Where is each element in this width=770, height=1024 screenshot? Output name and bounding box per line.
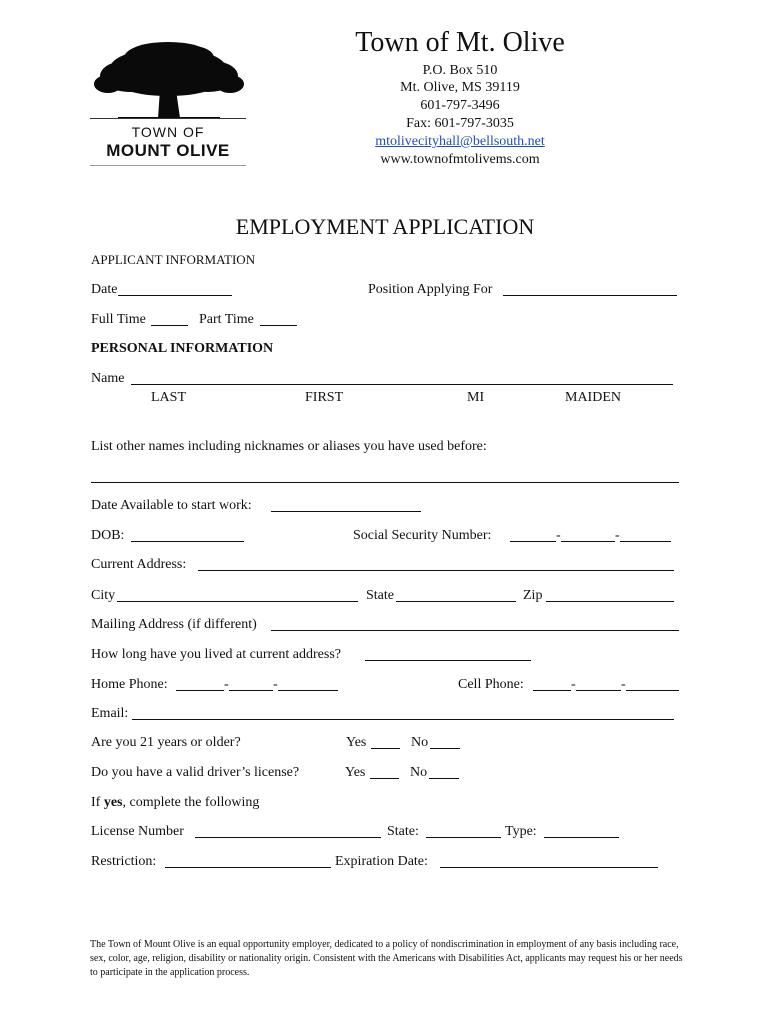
- restriction-label: Restriction:: [91, 854, 157, 869]
- part-time-field[interactable]: [260, 325, 297, 326]
- current-address-label: Current Address:: [91, 557, 187, 572]
- part-time-label: Part Time: [199, 312, 254, 327]
- ssn-field-1[interactable]: [510, 541, 556, 542]
- city-field[interactable]: [117, 601, 358, 602]
- restriction-field[interactable]: [165, 867, 331, 868]
- home-phone-dash-2: -: [273, 677, 278, 692]
- address-phone: 601-797-3496: [420, 98, 500, 113]
- email-link[interactable]: mtolivecityhall@bellsouth.net: [375, 134, 545, 149]
- if-yes-bold-text: yes: [103, 795, 123, 810]
- name-part-last: LAST: [151, 390, 186, 405]
- home-phone-field-1[interactable]: [176, 690, 224, 691]
- date-label: Date: [91, 282, 118, 297]
- if-yes-instruction: [91, 795, 259, 811]
- logo-text-mount-olive: MOUNT OLIVE: [106, 141, 230, 160]
- home-phone-field-3[interactable]: [278, 690, 338, 691]
- cell-phone-dash-2: -: [621, 677, 626, 692]
- if-text: If: [91, 795, 101, 810]
- license-yes-label: Yes: [345, 765, 366, 780]
- mailing-address-field[interactable]: [271, 630, 679, 631]
- logo-divider-top: [90, 118, 246, 119]
- city-label: City: [91, 588, 116, 603]
- section-applicant-information: APPLICANT INFORMATION: [91, 252, 256, 267]
- age-no-field[interactable]: [430, 748, 460, 749]
- full-time-label: Full Time: [91, 312, 146, 327]
- license-no-field[interactable]: [429, 778, 459, 779]
- ssn-dash-2: -: [615, 528, 620, 543]
- email-link-wrap: [300, 133, 620, 150]
- section-personal-information: PERSONAL INFORMATION: [91, 341, 274, 356]
- dob-field[interactable]: [131, 541, 244, 542]
- state-field[interactable]: [396, 601, 516, 602]
- address-city: Mt. Olive, MS 39119: [400, 80, 520, 95]
- address-po-box: P.O. Box 510: [422, 63, 498, 78]
- email-label: Email:: [91, 706, 129, 721]
- how-long-label: How long have you lived at current address?: [91, 647, 341, 662]
- expiration-field[interactable]: [440, 867, 658, 868]
- zip-field[interactable]: [546, 601, 674, 602]
- how-long-field[interactable]: [365, 660, 531, 661]
- position-label: Position Applying For: [368, 282, 493, 297]
- position-field[interactable]: [503, 295, 677, 296]
- oak-tree-icon: [88, 40, 250, 120]
- form-title: EMPLOYMENT APPLICATION: [235, 214, 535, 239]
- age-question: Are you 21 years or older?: [91, 735, 241, 750]
- license-number-label: License Number: [91, 824, 184, 839]
- license-state-field[interactable]: [426, 837, 501, 838]
- cell-phone-field-2[interactable]: [576, 690, 621, 691]
- mailing-address-label: Mailing Address (if different): [91, 617, 257, 632]
- cell-phone-field-1[interactable]: [533, 690, 571, 691]
- age-no-label: No: [411, 735, 429, 750]
- full-time-field[interactable]: [151, 325, 188, 326]
- logo-divider-bottom: [90, 165, 246, 166]
- other-names-field[interactable]: [91, 482, 679, 483]
- logo-text-town-of: TOWN OF: [131, 124, 205, 140]
- home-phone-dash-1: -: [224, 677, 229, 692]
- ssn-field-3[interactable]: [620, 541, 671, 542]
- age-yes-label: Yes: [346, 735, 367, 750]
- license-type-label: Type:: [505, 824, 537, 839]
- license-type-field[interactable]: [544, 837, 619, 838]
- state-label: State: [366, 588, 394, 603]
- license-no-label: No: [410, 765, 428, 780]
- license-number-field[interactable]: [195, 837, 381, 838]
- website-text: www.townofmtolivems.com: [380, 152, 540, 167]
- ssn-field-2[interactable]: [561, 541, 615, 542]
- if-rest-text: , complete the following: [122, 795, 260, 810]
- home-phone-label: Home Phone:: [91, 677, 168, 692]
- name-field[interactable]: [131, 384, 673, 385]
- name-part-maiden: MAIDEN: [565, 390, 621, 405]
- address-fax: Fax: 601-797-3035: [406, 116, 514, 131]
- home-phone-field-2[interactable]: [229, 690, 273, 691]
- email-field[interactable]: [132, 719, 674, 720]
- eeo-disclaimer: The Town of Mount Olive is an equal opportunity employer, dedicated to a policy of nondiscrimination in employment of any basis including race, sex, color, age, religion, disability or nationality origin. Consistent with the Americans with Disabilities Act, applicants may request his or her needs to participate in the application process.: [90, 939, 683, 978]
- date-available-label: Date Available to start work:: [91, 498, 252, 513]
- cell-phone-dash-1: -: [571, 677, 576, 692]
- name-label: Name: [91, 371, 125, 386]
- license-yes-field[interactable]: [370, 778, 399, 779]
- zip-label: Zip: [523, 588, 543, 603]
- ssn-label: Social Security Number:: [353, 528, 492, 543]
- page-title: Town of Mt. Olive: [355, 27, 565, 58]
- name-part-first: FIRST: [305, 390, 344, 405]
- current-address-field[interactable]: [198, 570, 674, 571]
- date-available-field[interactable]: [271, 511, 421, 512]
- license-question: Do you have a valid driver’s license?: [91, 765, 300, 780]
- expiration-label: Expiration Date:: [335, 854, 428, 869]
- license-state-label: State:: [387, 824, 419, 839]
- name-part-mi: MI: [467, 390, 485, 405]
- age-yes-field[interactable]: [371, 748, 400, 749]
- date-field[interactable]: [118, 295, 232, 296]
- other-names-label: List other names including nicknames or aliases you have used before:: [91, 439, 487, 454]
- cell-phone-field-3[interactable]: [626, 690, 679, 691]
- ssn-dash-1: -: [556, 528, 561, 543]
- cell-phone-label: Cell Phone:: [458, 677, 524, 692]
- dob-label: DOB:: [91, 528, 125, 543]
